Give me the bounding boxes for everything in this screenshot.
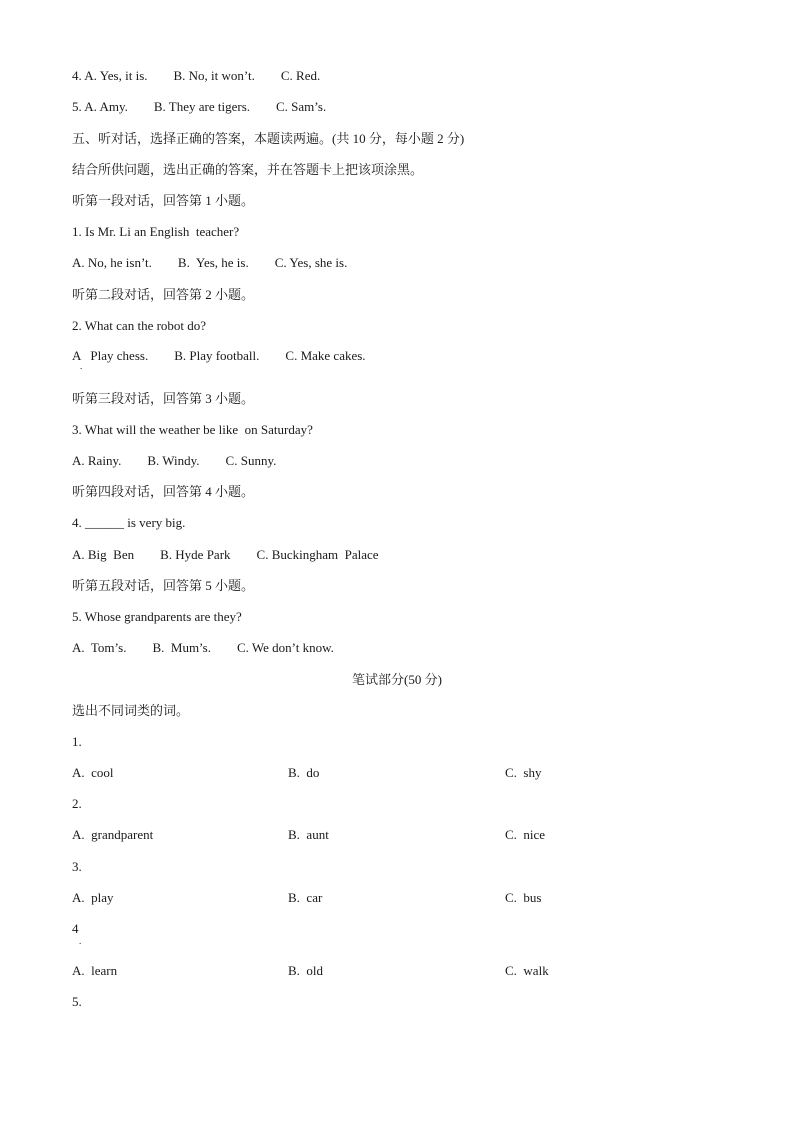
dialogue-3-options: A. Rainy. B. Windy. C. Sunny. [72, 453, 277, 468]
dialogue-3-question: 3. What will the weather be like on Saturday? [72, 422, 313, 437]
dialogue-5-question: 5. Whose grandparents are they? [72, 609, 242, 624]
dialogue-2-options: A Play chess. B. Play football. C. Make cakes. [72, 348, 366, 363]
stray-dot-mark: . [79, 936, 82, 946]
dialogue-5-prompt: 听第五段对话，回答第 5 小题。 [72, 578, 255, 593]
section-five-heading: 五、听对话，选择正确的答案，本题读两遍。(共 10 分，每小题 2 分) [72, 131, 465, 146]
stray-dot-mark: . [80, 361, 83, 371]
dialogue-2-question: 2. What can the robot do? [72, 318, 207, 333]
dialogue-1-question: 1. Is Mr. Li an English teacher? [72, 224, 240, 239]
section-five-instruction: 结合所供问题，选出正确的答案，并在答题卡上把该项涂黑。 [72, 162, 424, 177]
dialogue-2-prompt: 听第二段对话，回答第 2 小题。 [72, 287, 255, 302]
question-number: 5. [72, 994, 82, 1009]
dialogue-1-prompt: 听第一段对话，回答第 1 小题。 [72, 193, 255, 208]
dialogue-1-options: A. No, he isn’t. B. Yes, he is. C. Yes, she is. [72, 255, 348, 270]
option-c: C. shy [505, 765, 542, 780]
option-a: A. cool [72, 765, 114, 780]
question-number: 3. [72, 859, 82, 874]
listening-q5-options: 5. A. Amy. B. They are tigers. C. Sam’s. [72, 99, 327, 114]
option-b: B. do [288, 765, 320, 780]
dialogue-4-options: A. Big Ben B. Hyde Park C. Buckingham Palace [72, 547, 379, 562]
option-a: A. grandparent [72, 827, 154, 842]
question-number: 1. [72, 734, 82, 749]
question-number: 4 [72, 921, 79, 936]
written-section-title: 笔试部分(50 分) [352, 672, 442, 687]
question-number: 2. [72, 796, 82, 811]
dialogue-4-question: 4. ______ is very big. [72, 515, 186, 530]
dialogue-4-prompt: 听第四段对话，回答第 4 小题。 [72, 484, 255, 499]
option-a: A. learn [72, 963, 118, 978]
option-a: A. play [72, 890, 114, 905]
dialogue-3-prompt: 听第三段对话，回答第 3 小题。 [72, 391, 255, 406]
option-c: C. nice [505, 827, 546, 842]
listening-q4-options: 4. A. Yes, it is. B. No, it won’t. C. Red. [72, 68, 321, 83]
option-b: B. aunt [288, 827, 329, 842]
option-c: C. bus [505, 890, 542, 905]
option-b: B. old [288, 963, 324, 978]
option-c: C. walk [505, 963, 549, 978]
dialogue-5-options: A. Tom’s. B. Mum’s. C. We don’t know. [72, 640, 334, 655]
written-instruction: 选出不同词类的词。 [72, 703, 190, 718]
option-b: B. car [288, 890, 323, 905]
